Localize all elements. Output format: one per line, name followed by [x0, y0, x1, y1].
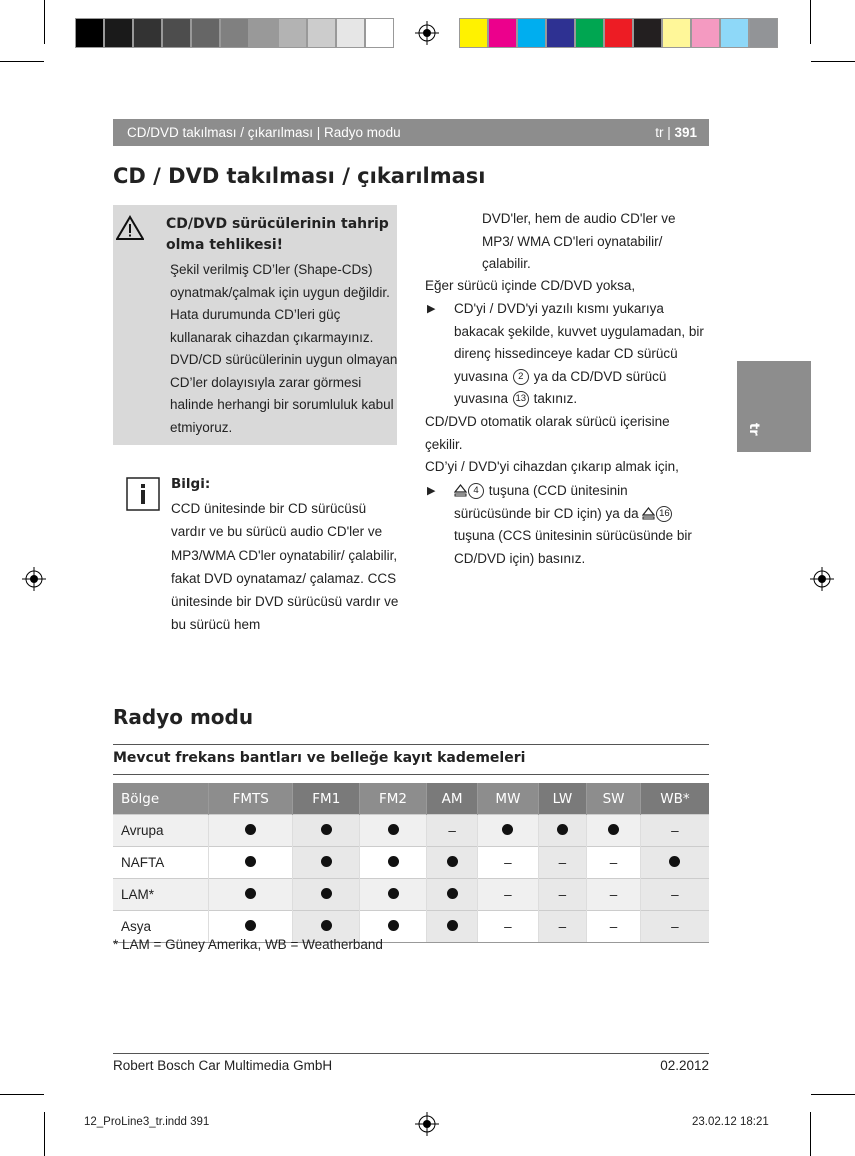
header-section: CD/DVD takılması / çıkarılması | Radyo modu	[127, 125, 401, 140]
step-text: CD'yi / DVD'yi yazılı kısmı yukarıya bakacak şekilde, kuvvet uygulamadan, bir direnç hissedinceye kadar CD sürücü yuvasına	[454, 301, 704, 384]
band-cell: –	[587, 911, 641, 943]
crop-mark	[810, 0, 811, 44]
color-swatch	[336, 18, 365, 48]
region-cell: Asya	[113, 911, 209, 943]
color-swatch	[278, 18, 307, 48]
band-cell	[209, 879, 293, 911]
band-cell: –	[478, 879, 538, 911]
table-column-header: LW	[538, 783, 587, 815]
available-dot-icon	[245, 856, 256, 867]
band-cell: –	[640, 879, 709, 911]
language-tab-label: tr	[746, 423, 761, 436]
band-cell	[360, 879, 427, 911]
available-dot-icon	[321, 920, 332, 931]
page-number: 391	[674, 125, 697, 140]
color-swatch	[104, 18, 133, 48]
info-title: Bilgi:	[171, 476, 211, 492]
header-page-info	[655, 119, 697, 146]
step-text: tuşuna (CCD ünitesinin sürücüsünde bir CD için) ya da	[454, 483, 639, 521]
band-cell: –	[587, 847, 641, 879]
divider	[113, 774, 709, 775]
available-dot-icon	[447, 888, 458, 899]
bullet-arrow-icon: ▶	[427, 303, 436, 315]
band-cell	[426, 879, 477, 911]
color-swatch	[365, 18, 394, 48]
available-dot-icon	[502, 824, 513, 835]
band-cell	[209, 815, 293, 847]
warning-title: CD/DVD sürücülerinin tahrip olma tehlikesi!	[166, 216, 389, 253]
step-text: ya da CD/DVD sürücü yuvasına	[454, 368, 667, 406]
callout-number: 2	[513, 369, 529, 385]
registration-mark-icon	[415, 21, 439, 45]
paragraph: CD’yi / DVD'yi cihazdan çıkarıp almak için,	[425, 459, 679, 474]
region-cell: Avrupa	[113, 815, 209, 847]
available-dot-icon	[388, 888, 399, 899]
registration-mark-icon	[810, 567, 834, 591]
divider	[113, 744, 709, 745]
available-dot-icon	[669, 856, 680, 867]
table-row	[113, 879, 709, 911]
crop-mark	[44, 0, 45, 44]
band-cell	[478, 815, 538, 847]
color-swatch	[720, 18, 749, 48]
callout-number: 16	[656, 506, 672, 522]
color-swatch	[604, 18, 633, 48]
warning-body: Şekil verilmiş CD’ler (Shape-CDs) oynatmak/çalmak için uygun değildir. Hata durumunda CD’leri güç kullanarak cihazdan çıkarmayınız. DVD/CD sürücülerinin uygun olmayan CD’ler dolayısıyla zarar görmesi halinde herhangi bir sorumluluk kabul etmiyoruz.	[170, 262, 398, 435]
table-column-header: AM	[426, 783, 477, 815]
eject-icon	[642, 507, 655, 521]
band-cell	[426, 847, 477, 879]
band-cell: –	[478, 847, 538, 879]
band-cell	[538, 815, 587, 847]
step-eject	[454, 480, 704, 570]
crop-mark	[0, 1094, 44, 1095]
table-column-header: FM1	[293, 783, 360, 815]
available-dot-icon	[388, 824, 399, 835]
paragraph: CD/DVD otomatik olarak sürücü içerisine çekilir.	[425, 414, 670, 452]
running-header	[113, 119, 709, 146]
color-swatch	[220, 18, 249, 48]
info-body: CCD ünitesinde bir CD sürücüsü vardır ve bu sürücü audio CD'ler ve MP3/WMA CD'ler oynatabilir/ çalabilir, fakat DVD oynatamaz/ çalamaz. CCS ünitesinde bir DVD sürücüsü vardır ve bu sürücü hem	[171, 501, 399, 633]
callout-number: 4	[468, 483, 484, 499]
available-dot-icon	[447, 856, 458, 867]
band-cell	[587, 815, 641, 847]
color-swatch	[575, 18, 604, 48]
footer-company: Robert Bosch Car Multimedia GmbH	[113, 1058, 333, 1073]
region-cell: LAM*	[113, 879, 209, 911]
table-column-header: FM2	[360, 783, 427, 815]
crop-mark	[810, 1112, 811, 1156]
band-cell	[426, 911, 477, 943]
color-swatch	[749, 18, 778, 48]
available-dot-icon	[321, 856, 332, 867]
warning-box	[113, 205, 397, 445]
available-dot-icon	[321, 888, 332, 899]
warning-triangle-icon	[116, 215, 144, 241]
color-swatch	[488, 18, 517, 48]
registration-mark-icon	[22, 567, 46, 591]
footer-date: 02.2012	[660, 1058, 709, 1073]
available-dot-icon	[321, 824, 332, 835]
callout-number: 13	[513, 391, 529, 407]
band-cell	[360, 815, 427, 847]
bullet-arrow-icon: ▶	[427, 485, 436, 497]
color-swatch	[459, 18, 488, 48]
available-dot-icon	[447, 920, 458, 931]
paragraph: Eğer sürücü içinde CD/DVD yoksa,	[425, 278, 636, 293]
radio-subtitle: Mevcut frekans bantları ve belleğe kayıt kademeleri	[113, 750, 526, 766]
table-column-header: SW	[587, 783, 641, 815]
band-cell: –	[587, 879, 641, 911]
table-column-header: Bölge	[113, 783, 209, 815]
table-row	[113, 815, 709, 847]
step-insert	[454, 298, 708, 411]
table-column-header: WB*	[640, 783, 709, 815]
color-swatch	[546, 18, 575, 48]
crop-mark	[811, 61, 855, 62]
band-cell	[360, 847, 427, 879]
region-cell: NAFTA	[113, 847, 209, 879]
band-cell	[293, 847, 360, 879]
color-swatch	[133, 18, 162, 48]
band-cell: –	[538, 911, 587, 943]
crop-mark	[811, 1094, 855, 1095]
available-dot-icon	[388, 856, 399, 867]
available-dot-icon	[608, 824, 619, 835]
band-cell	[293, 879, 360, 911]
band-cell: –	[426, 815, 477, 847]
footer-divider	[113, 1053, 709, 1054]
color-swatch	[249, 18, 278, 48]
color-swatch	[691, 18, 720, 48]
available-dot-icon	[245, 824, 256, 835]
table-body	[113, 815, 709, 943]
band-cell: –	[538, 847, 587, 879]
band-cell	[640, 847, 709, 879]
header-lang: tr |	[655, 125, 675, 140]
section-title: CD / DVD takılması / çıkarılması	[113, 164, 486, 188]
band-cell: –	[640, 911, 709, 943]
step-text: tuşuna (CCS ünitesinin sürücüsünde bir CD/DVD için) basınız.	[454, 528, 692, 566]
available-dot-icon	[388, 920, 399, 931]
table-column-header: MW	[478, 783, 538, 815]
available-dot-icon	[557, 824, 568, 835]
continued-text: DVD'ler, hem de audio CD'ler ve MP3/ WMA CD'leri oynatabilir/çalabilir.	[482, 211, 676, 271]
available-dot-icon	[245, 888, 256, 899]
band-cell: –	[538, 879, 587, 911]
registration-mark-icon	[415, 1112, 439, 1136]
slug-file: 12_ProLine3_tr.indd 391	[84, 1116, 210, 1128]
table-column-header: FMTS	[209, 783, 293, 815]
eject-icon	[454, 484, 467, 498]
band-cell	[293, 815, 360, 847]
color-swatch	[662, 18, 691, 48]
crop-mark	[0, 61, 44, 62]
table-row	[113, 847, 709, 879]
radio-section-title: Radyo modu	[113, 705, 254, 729]
band-cell: –	[478, 911, 538, 943]
available-dot-icon	[245, 920, 256, 931]
color-swatch	[191, 18, 220, 48]
color-swatch	[517, 18, 546, 48]
step-text: takınız.	[533, 391, 578, 406]
band-cell	[209, 847, 293, 879]
language-tab	[737, 361, 811, 452]
crop-mark	[44, 1112, 45, 1156]
color-swatch	[307, 18, 336, 48]
slug-timestamp: 23.02.12 18:21	[692, 1116, 769, 1128]
band-cell: –	[640, 815, 709, 847]
info-icon	[126, 477, 160, 511]
color-swatch	[162, 18, 191, 48]
table-header-row	[113, 783, 709, 815]
table-footnote: * LAM = Güney Amerika, WB = Weatherband	[113, 937, 383, 952]
color-swatch	[75, 18, 104, 48]
frequency-band-table	[113, 783, 709, 943]
color-swatch	[633, 18, 662, 48]
